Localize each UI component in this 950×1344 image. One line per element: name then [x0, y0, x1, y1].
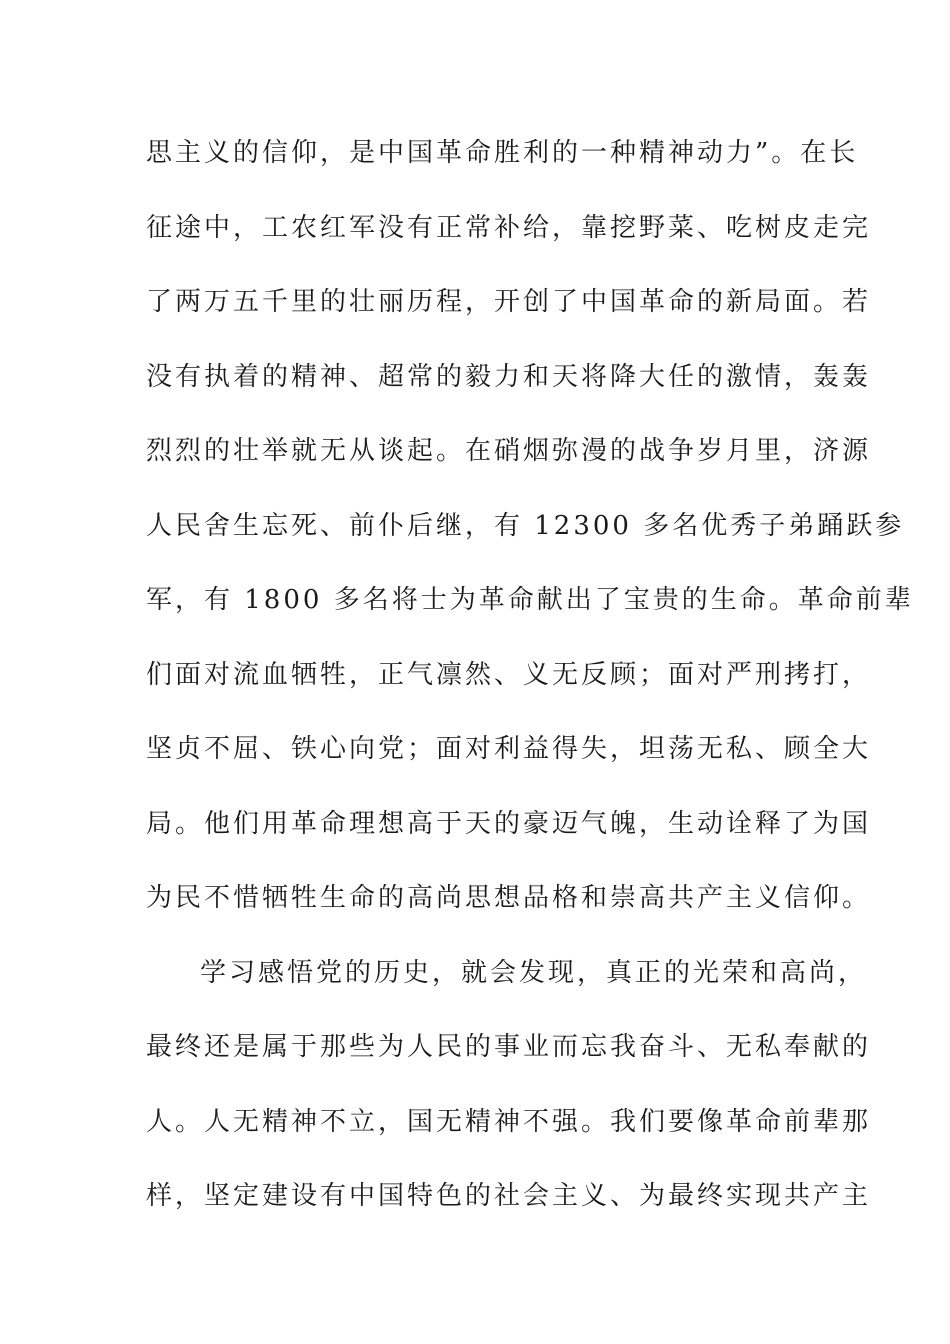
text-line-8: 们面对流血牺牲，正气凛然、义无反顾；面对严刑拷打， [146, 659, 872, 690]
text-line-10: 局。他们用革命理想高于天的豪迈气魄，生动诠释了为国 [146, 808, 872, 839]
text-line-11: 为民不惜牺牲生命的高尚思想品格和崇高共产主义信仰。 [146, 883, 872, 913]
text-line-15: 样，坚定建设有中国特色的社会主义、为最终实现共产主 [146, 1181, 872, 1211]
text-line-5: 烈烈的壮举就无从谈起。在硝烟弥漫的战争岁月里，济源 [146, 436, 872, 466]
text-line-13: 最终还是属于那些为人民的事业而忘我奋斗、无私奉献的 [146, 1032, 872, 1062]
text-line-7: 军，有 1800 多名将士为革命献出了宝贵的生命。革命前辈 [146, 585, 914, 615]
text-line-12: 学习感悟党的历史，就会发现，真正的光荣和高尚， [200, 957, 868, 988]
text-line-4: 没有执着的精神、超常的毅力和天将降大任的激情，轰轰 [146, 361, 872, 392]
text-line-9: 坚贞不屈、铁心向党；面对利益得失，坦荡无私、顾全大 [146, 734, 872, 764]
text-line-2: 征途中，工农红军没有正常补给，靠挖野菜、吃树皮走完 [146, 212, 872, 243]
text-line-6: 人民舍生忘死、前仆后继，有 12300 多名优秀子弟踊跃参 [146, 510, 905, 541]
body-text [146, 128, 914, 1246]
text-line-1: 思主义的信仰，是中国革命胜利的一种精神动力”。在长 [146, 138, 859, 168]
text-line-14: 人。人无精神不立，国无精神不强。我们要像革命前辈那 [146, 1106, 872, 1137]
text-line-3: 了两万五千里的壮丽历程，开创了中国革命的新局面。若 [146, 287, 872, 317]
